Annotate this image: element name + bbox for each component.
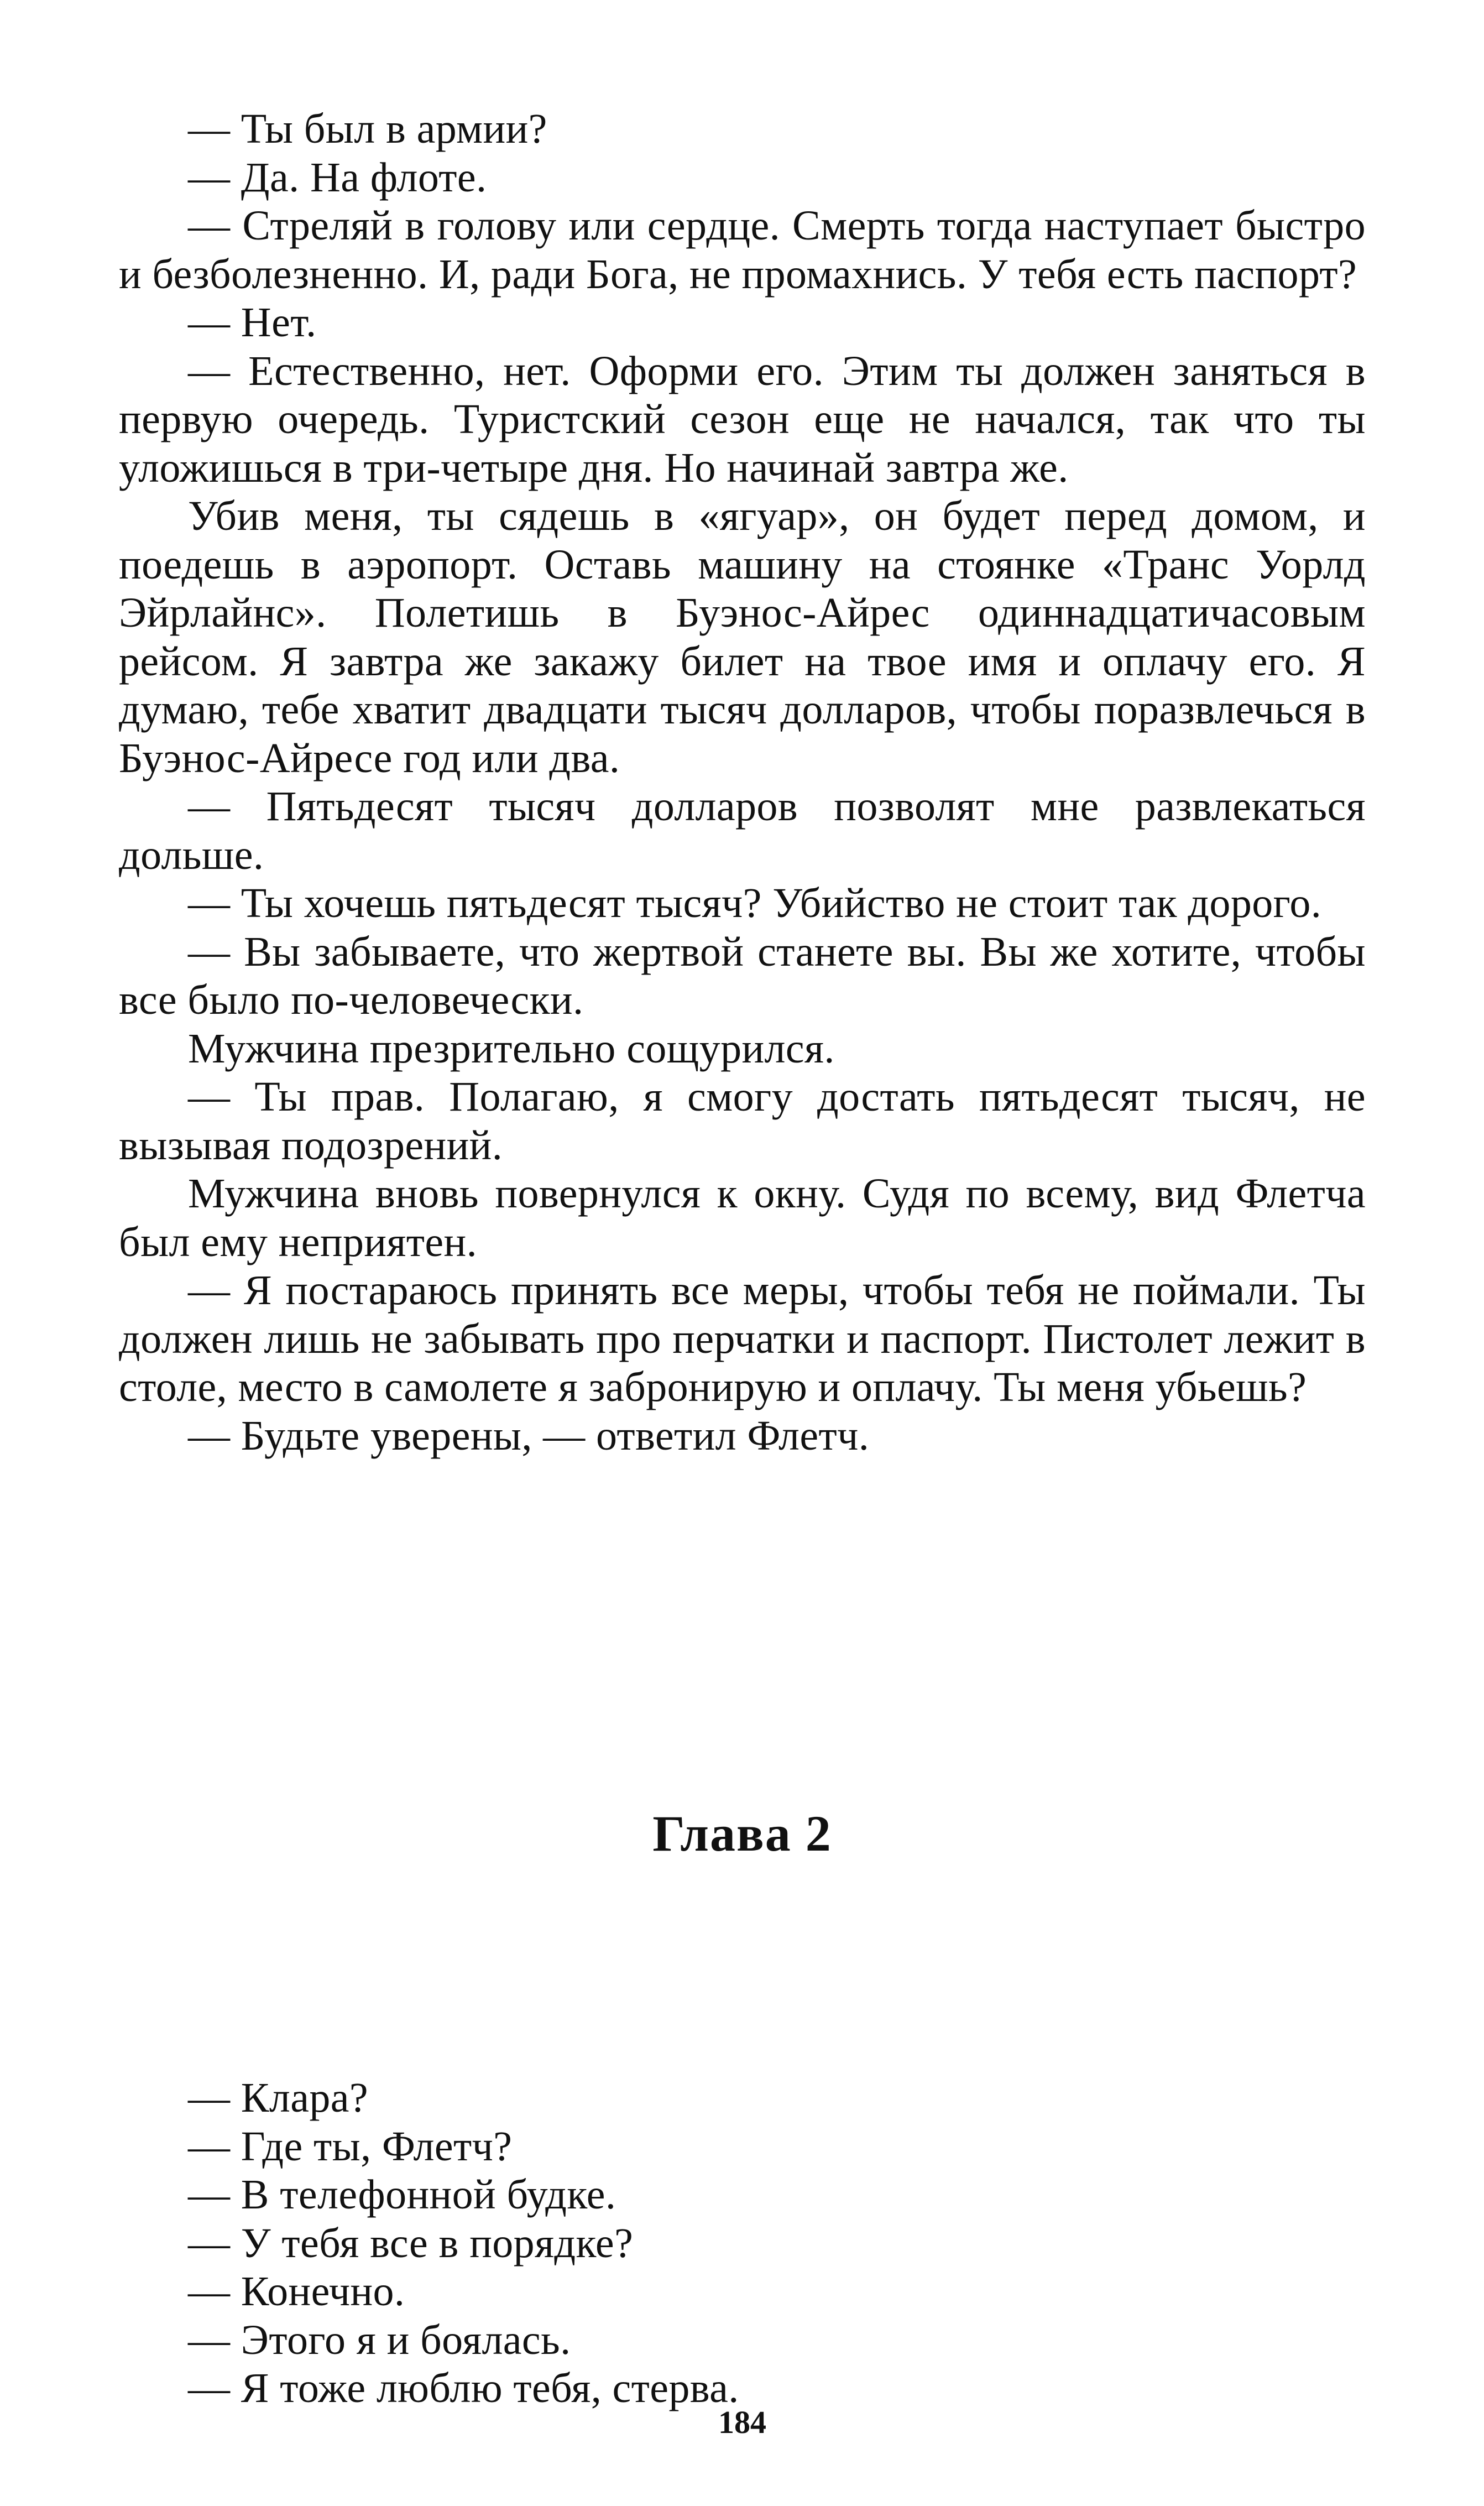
chapter-body [119, 2074, 1366, 2413]
paragraph: — Будьте уверены, — ответил Флетч. [188, 1412, 870, 1459]
paragraph: — Ты хочешь пятьдесят тысяч? Убийство не стоит так дорого. [188, 880, 1322, 926]
paragraph: — Ты прав. Полагаю, я смогу достать пятьдесят тысяч, не вызывая подозрений. [119, 1074, 1366, 1169]
dialogue-line: — У тебя все в порядке? [188, 2220, 634, 2267]
paragraph: — Стреляй в голову или сердце. Смерть тогда наступает быстро и безболезненно. И, ради Бога, не промахнись. У тебя есть паспорт? [119, 202, 1366, 298]
paragraph: — Пятьдесят тысяч долларов позволят мне развлекаться дольше. [119, 783, 1366, 878]
dialogue-line: — Я тоже люблю тебя, стерва. [188, 2365, 739, 2411]
paragraph: — Я постараюсь принять все меры, чтобы тебя не поймали. Ты должен лишь не забывать про перчатки и паспорт. Пистолет лежит в столе, место в самолете я забронирую и оплачу. Ты меня убьешь? [119, 1267, 1366, 1410]
paragraph: — Ты был в армии? [188, 106, 547, 152]
paragraph: Мужчина вновь повернулся к окну. Судя по всему, вид Флетча был ему неприятен. [119, 1170, 1366, 1265]
chapter-title: Глава 2 [652, 1805, 832, 1862]
dialogue-line: — Где ты, Флетч? [188, 2123, 513, 2170]
dialogue-line: — Конечно. [188, 2268, 405, 2315]
text-body [119, 105, 1366, 1460]
book-page [119, 105, 1366, 2440]
dialogue-line: — Клара? [188, 2075, 369, 2121]
paragraph: Мужчина презрительно сощурился. [188, 1025, 835, 1072]
paragraph: — Нет. [188, 299, 317, 346]
dialogue-line: — Этого я и боялась. [188, 2316, 571, 2363]
dialogue-line: — В телефонной будке. [188, 2171, 616, 2218]
paragraph: — Да. На флоте. [188, 154, 487, 201]
page-number: 184 [718, 2404, 766, 2440]
paragraph: — Естественно, нет. Оформи его. Этим ты должен заняться в первую очередь. Туристский сезон еще не начался, так что ты уложишься в три-четыре дня. Но начинай завтра же. [119, 347, 1366, 491]
paragraph: Убив меня, ты сядешь в «ягуар», он будет перед домом, и поедешь в аэропорт. Оставь машину на стоянке «Транс Уорлд Эйрлайнс». Полетишь в Буэнос-Айрес одиннадцатичасовым рейсом. Я завтра же закажу билет на твое имя и оплачу его. Я думаю, тебе хватит двадцати тысяч долларов, чтобы поразвлечься в Буэнос-Айресе год или два. [119, 493, 1366, 782]
paragraph: — Вы забываете, что жертвой станете вы. Вы же хотите, чтобы все было по-человечески. [119, 928, 1366, 1023]
